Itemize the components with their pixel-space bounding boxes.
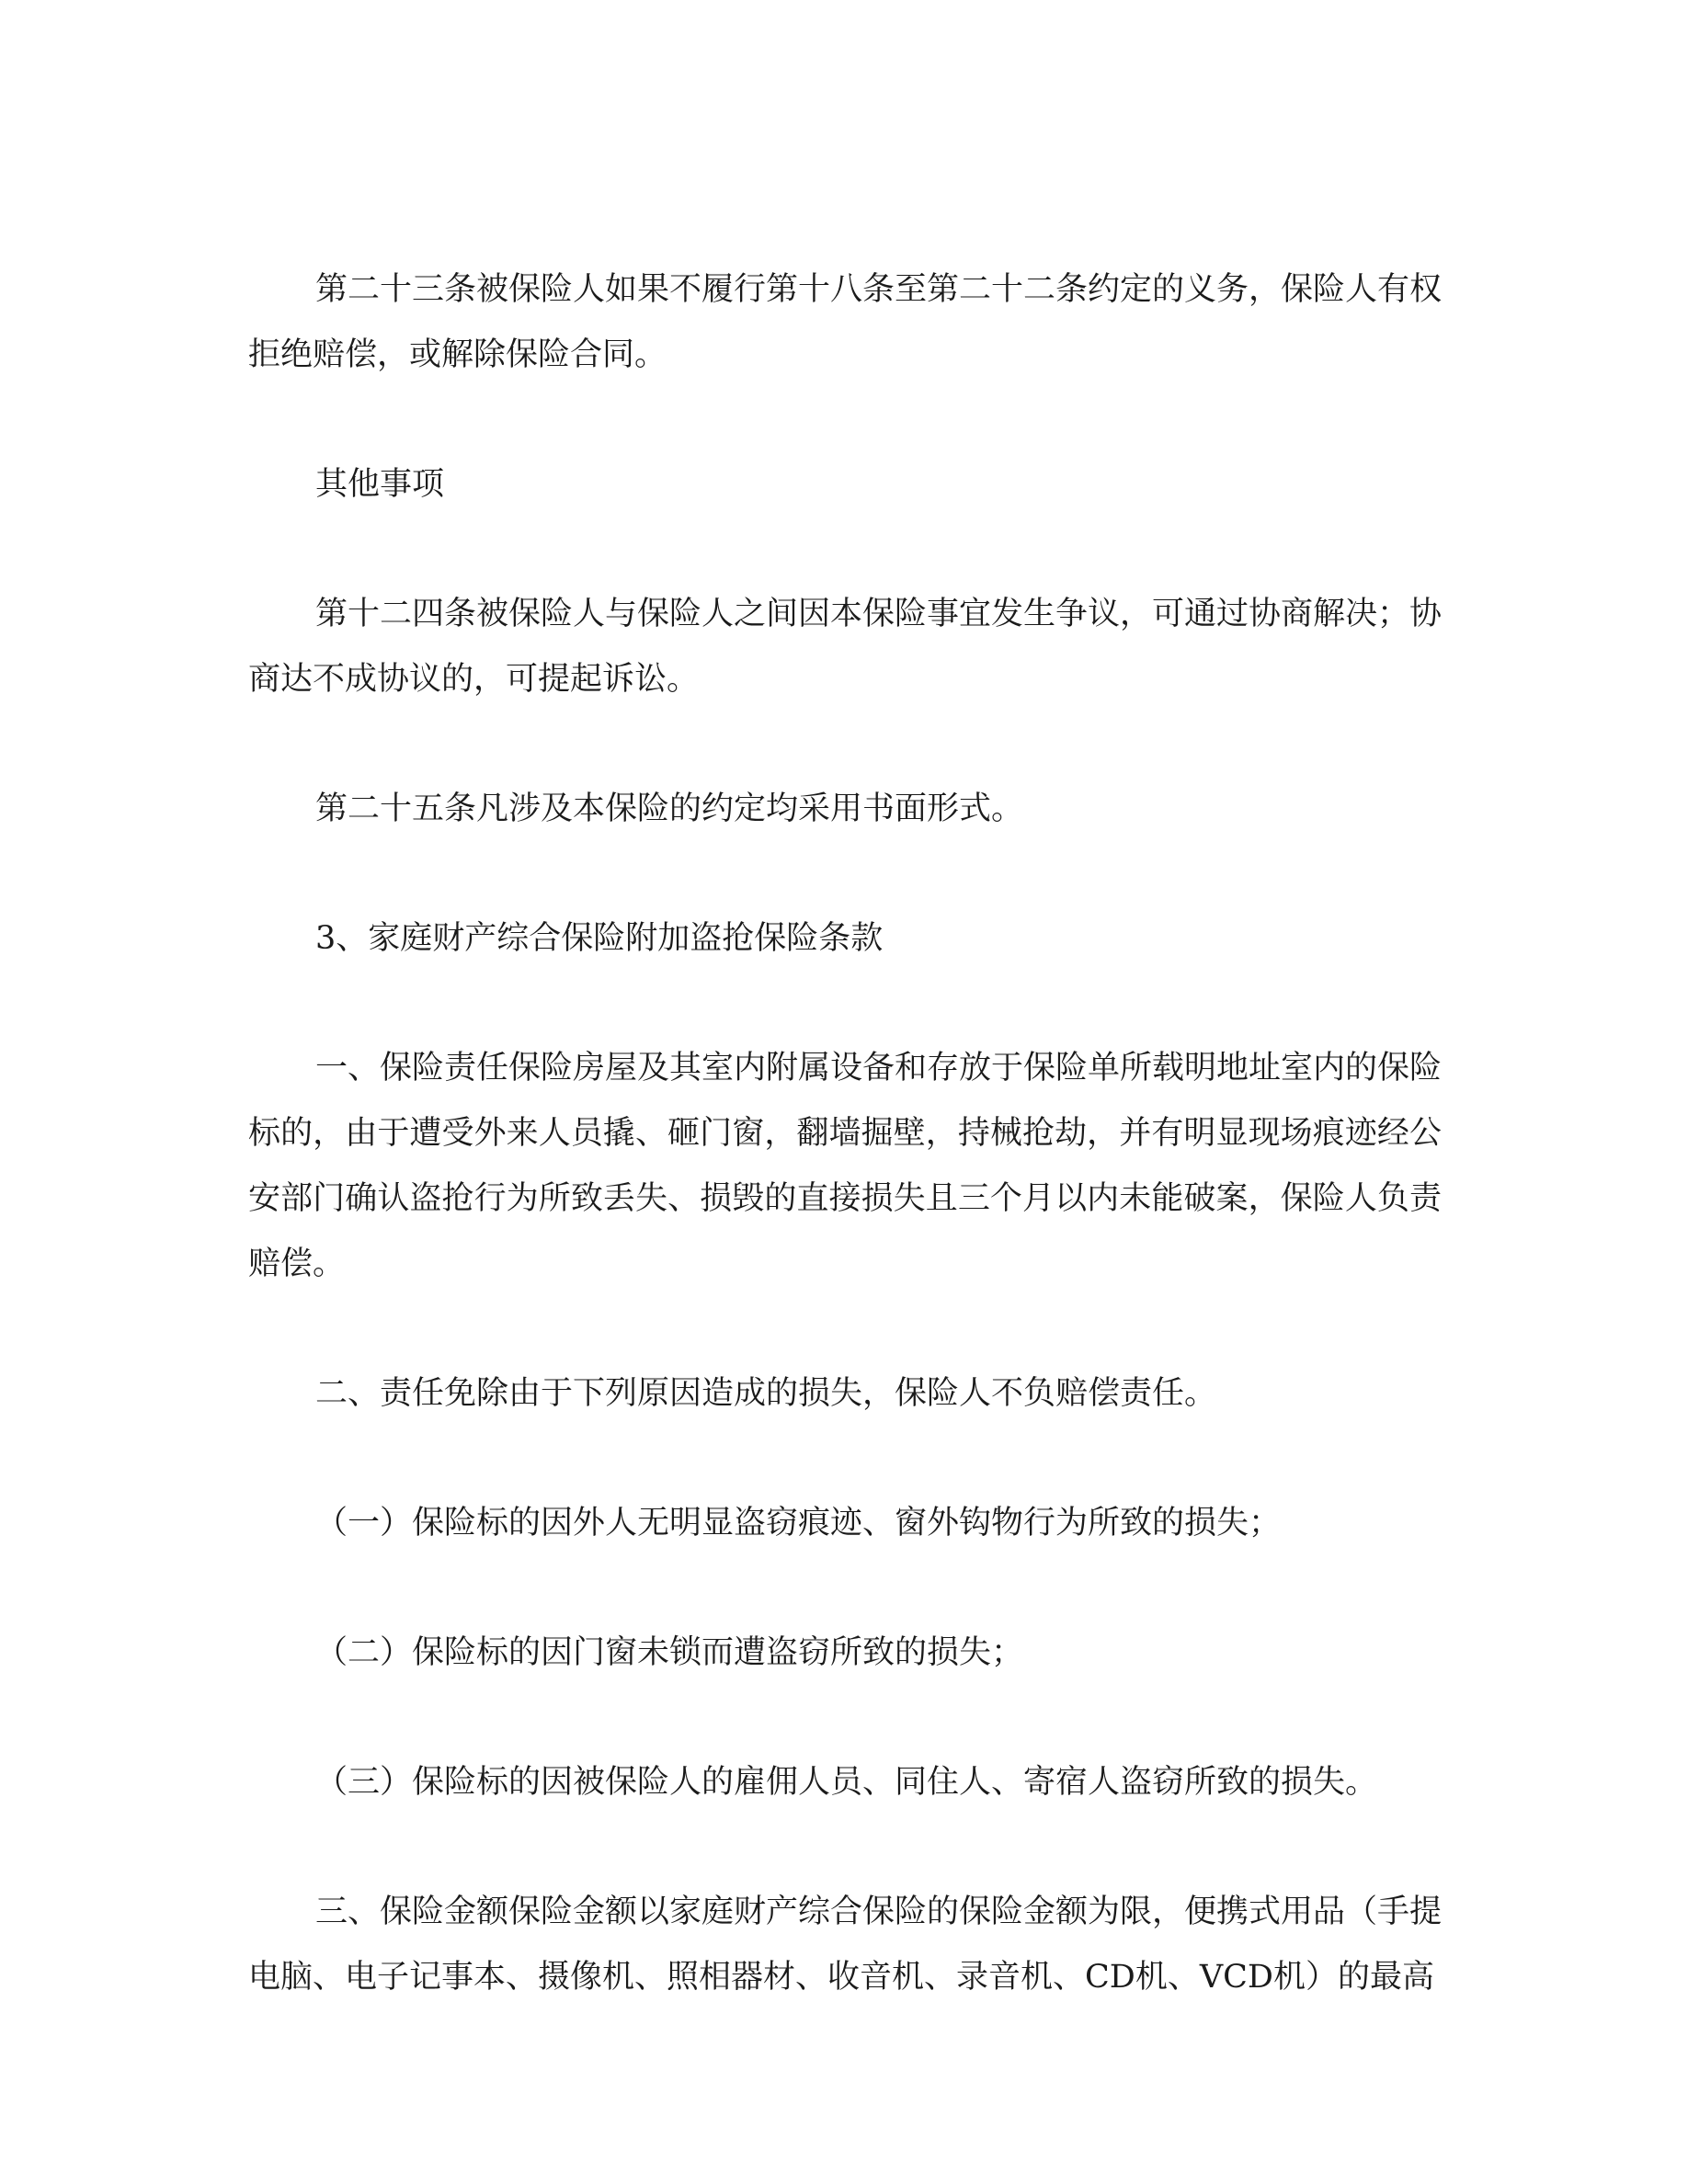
paragraph-gap	[248, 972, 1442, 1036]
paragraph-gap	[248, 1297, 1442, 1361]
exclusion-item-2: （二）保险标的因门窗未锁而遭盗窃所致的损失；	[315, 1634, 1024, 1671]
exclusion-item-3: （三）保险标的因被保险人的雇佣人员、同住人、寄宿人盗窃所致的损失。	[315, 1764, 1378, 1801]
clause-24: 第十二四条被保险人与保险人之间因本保险事宜发生争议，可通过协商解决；协商达不成协议的，可提起诉讼。	[248, 596, 1443, 698]
paragraph-gap	[248, 518, 1442, 582]
paragraph-gap	[248, 712, 1442, 777]
document-body	[248, 257, 1442, 2010]
paragraph-gap	[248, 842, 1442, 906]
paragraph-gap	[248, 1815, 1442, 1880]
part-2-exclusions: 二、责任免除由于下列原因造成的损失，保险人不负赔偿责任。	[315, 1375, 1217, 1412]
section-title-theft-insurance: 3、家庭财产综合保险附加盗抢保险条款	[315, 920, 884, 957]
exclusion-item-1: （一）保险标的因外人无明显盗窃痕迹、窗外钩物行为所致的损失；	[315, 1505, 1282, 1541]
clause-23: 第二十三条被保险人如果不履行第十八条至第二十二条约定的义务，保险人有权拒绝赔偿，或解除保险合同。	[248, 271, 1443, 373]
paragraph-gap	[248, 1427, 1442, 1491]
paragraph-gap	[248, 388, 1442, 452]
paragraph-gap	[248, 1556, 1442, 1621]
section-heading-other-matters: 其他事项	[315, 466, 445, 503]
clause-25: 第二十五条凡涉及本保险的约定均采用书面形式。	[315, 791, 1024, 827]
part-3-insured-amount: 三、保险金额保险金额以家庭财产综合保险的保险金额为限，便携式用品（手提电脑、电子记事本、摄像机、照相器材、收音机、录音机、CD机、VCD机）的最高	[248, 1894, 1443, 1996]
part-1-liability: 一、保险责任保险房屋及其室内附属设备和存放于保险单所载明地址室内的保险标的，由于遭受外来人员撬、砸门窗，翻墙掘壁，持械抢劫，并有明显现场痕迹经公安部门确认盗抢行为所致丢失、损毁的直接损失且三个月以内未能破案，保险人负责赔偿。	[248, 1050, 1443, 1282]
paragraph-gap	[248, 1686, 1442, 1750]
